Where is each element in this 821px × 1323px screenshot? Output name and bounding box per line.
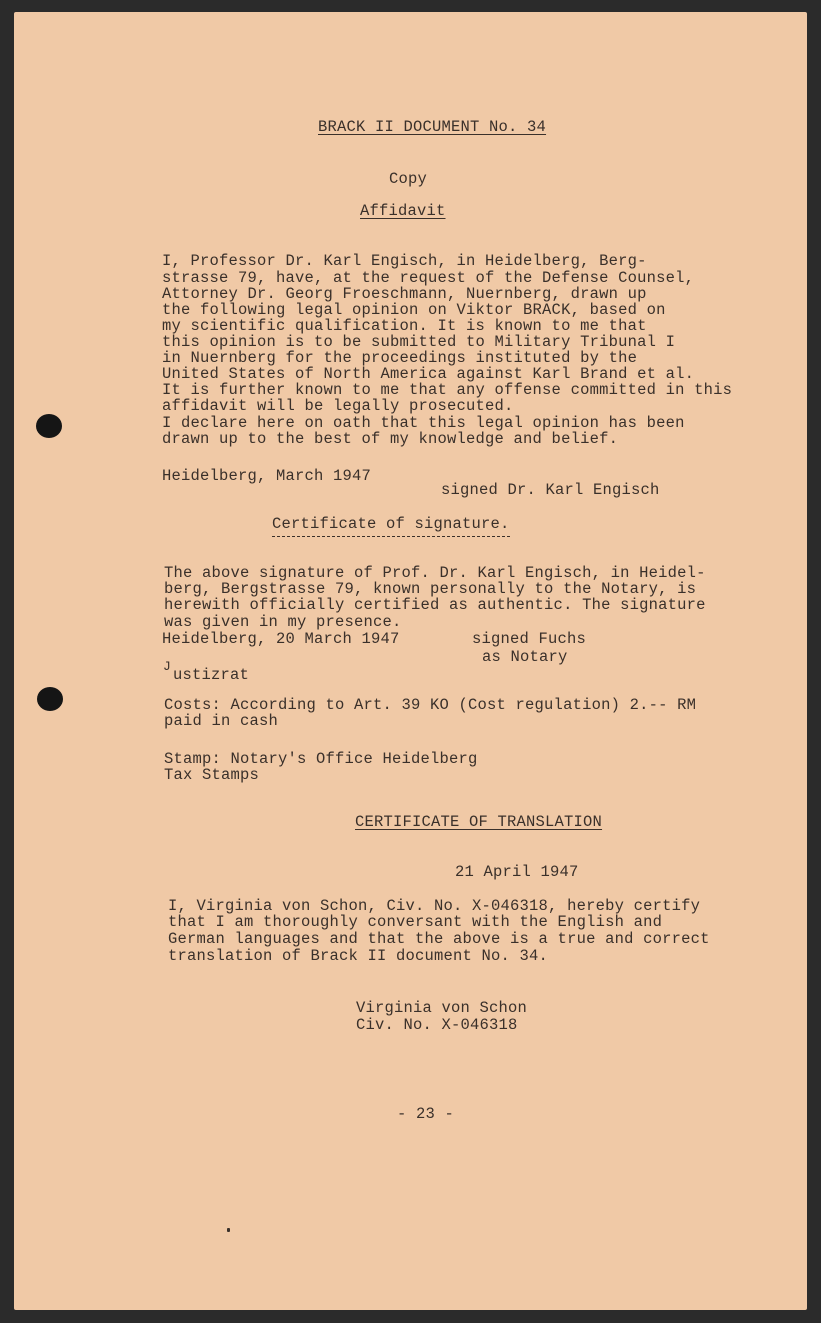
ink-speck: [227, 1228, 230, 1232]
affidavit-signed: signed Dr. Karl Engisch: [441, 481, 660, 499]
certificate-place-date: Heidelberg, 20 March 1947: [162, 630, 400, 648]
page-number: - 23 -: [397, 1105, 455, 1123]
translation-date: 21 April 1947: [455, 863, 579, 881]
notary-signed: signed Fuchs: [472, 630, 587, 648]
affidavit-line: I, Professor Dr. Karl Engisch, in Heidelberg, Berg-: [162, 252, 647, 270]
affidavit-line: in Nuernberg for the proceedings instituted by the: [162, 349, 638, 367]
copy-label: Copy: [389, 170, 428, 188]
costs-line: paid in cash: [164, 712, 279, 730]
certificate-line: herewith officially certified as authentic. The signature: [164, 596, 706, 614]
affidavit-line: drawn up to the best of my knowledge and belief.: [162, 430, 619, 448]
translation-line: that I am thoroughly conversant with the English and: [168, 913, 663, 931]
certificate-line: The above signature of Prof. Dr. Karl Engisch, in Heidel-: [164, 564, 706, 582]
justizrat-label: ustizrat: [173, 666, 250, 684]
translation-line: German languages and that the above is a true and correct: [168, 930, 710, 948]
affidavit-line: I declare here on oath that this legal opinion has been: [162, 414, 685, 432]
affidavit-line: Attorney Dr. Georg Froeschmann, Nuernberg, drawn up: [162, 285, 647, 303]
notary-title: as Notary: [482, 648, 568, 666]
affidavit-line: United States of North America against Karl Brand et al.: [162, 365, 695, 383]
certificate-signature-title: Certificate of signature.: [272, 516, 510, 537]
affidavit-line: affidavit will be legally prosecuted.: [162, 397, 514, 415]
affidavit-title: Affidavit: [360, 202, 446, 220]
certificate-line: berg, Bergstrasse 79, known personally to the Notary, is: [164, 580, 697, 598]
stamp-line: Tax Stamps: [164, 766, 260, 784]
certificate-translation-title: CERTIFICATE OF TRANSLATION: [355, 813, 603, 831]
costs-line: Costs: According to Art. 39 KO (Cost regulation) 2.-- RM: [164, 696, 697, 714]
certificate-line: was given in my presence.: [164, 613, 402, 631]
affidavit-line: this opinion is to be submitted to Military Tribunal I: [162, 333, 676, 351]
affidavit-line: my scientific qualification. It is known to me that: [162, 317, 647, 335]
affidavit-line: It is further known to me that any offense committed in this: [162, 381, 733, 399]
affidavit-place-date: Heidelberg, March 1947: [162, 467, 372, 485]
justizrat-initial: J: [163, 659, 172, 674]
punch-hole-top: [36, 414, 62, 438]
translation-line: I, Virginia von Schon, Civ. No. X-046318, hereby certify: [168, 897, 701, 915]
document-number: BRACK II DOCUMENT No. 34: [318, 118, 547, 136]
translator-civ-no: Civ. No. X-046318: [356, 1016, 518, 1034]
stamp-line: Stamp: Notary's Office Heidelberg: [164, 750, 478, 768]
affidavit-line: strasse 79, have, at the request of the Defense Counsel,: [162, 269, 695, 287]
translator-name: Virginia von Schon: [356, 999, 528, 1017]
punch-hole-bottom: [37, 687, 63, 711]
affidavit-line: the following legal opinion on Viktor BRACK, based on: [162, 301, 666, 319]
translation-line: translation of Brack II document No. 34.: [168, 947, 549, 965]
